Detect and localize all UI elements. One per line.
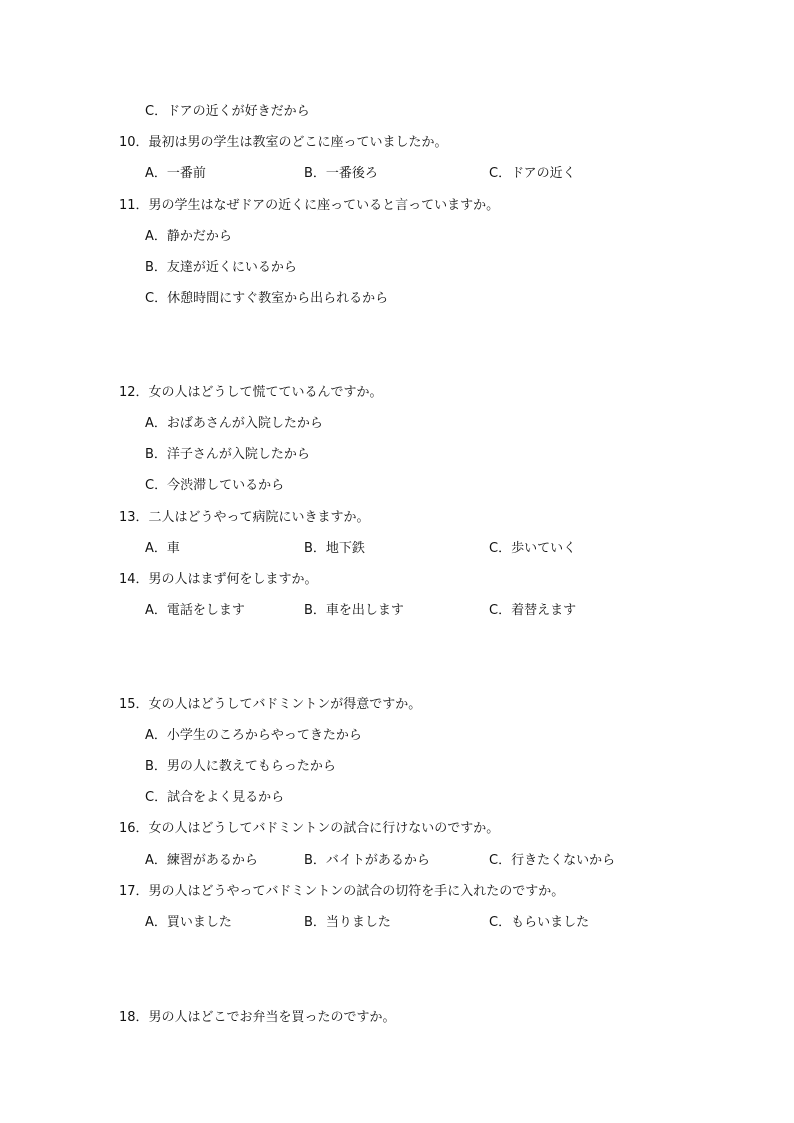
q17-option-c: C．もらいました (489, 915, 590, 930)
q11-option-b: B．友達が近くにいるから (145, 260, 297, 275)
q16-option-c: C．行きたくないから (489, 853, 616, 868)
q18-question: 18．男の人はどこでお弁当を買ったのですか。 (119, 1010, 396, 1025)
q12-option-b: B．洋子さんが入院したから (145, 447, 310, 462)
q14-question: 14．男の人はまず何をしますか。 (119, 572, 318, 587)
q16-option-a: A．練習があるから (145, 853, 258, 868)
q11-option-c: C．休憩時間にすぐ教室から出られるから (145, 291, 389, 306)
q13-option-c: C．歩いていく (489, 541, 577, 556)
q10-option-b: B．一番後ろ (304, 166, 378, 181)
q11-option-a: A．静かだから (145, 229, 232, 244)
q17-option-a: A．買いました (145, 915, 232, 930)
q15-option-a: A．小学生のころからやってきたから (145, 728, 362, 743)
q15-option-b: B．男の人に教えてもらったから (145, 759, 336, 774)
q13-question: 13．二人はどうやって病院にいきますか。 (119, 510, 370, 525)
q14-option-c: C．着替えます (489, 603, 577, 618)
q15-question: 15．女の人はどうしてバドミントンが得意ですか。 (119, 697, 422, 712)
q10-option-a: A．一番前 (145, 166, 206, 181)
q15-option-c: C．試合をよく見るから (145, 790, 285, 805)
q12-option-c: C．今渋滞しているから (145, 478, 285, 493)
q14-option-b: B．車を出します (304, 603, 404, 618)
q13-option-b: B．地下鉄 (304, 541, 365, 556)
q16-question: 16．女の人はどうしてバドミントンの試合に行けないのですか。 (119, 821, 500, 836)
q9-option-c: C．ドアの近くが好きだから (145, 104, 310, 119)
q13-option-a: A．車 (145, 541, 180, 556)
q10-question: 10．最初は男の学生は教室のどこに座っていましたか。 (119, 135, 448, 150)
q12-option-a: A．おばあさんが入院したから (145, 416, 323, 431)
q17-question: 17．男の人はどうやってバドミントンの試合の切符を手に入れたのですか。 (119, 884, 565, 899)
q14-option-a: A．電話をします (145, 603, 245, 618)
q10-option-c: C．ドアの近く (489, 166, 576, 181)
q11-question: 11．男の学生はなぜドアの近くに座っていると言っていますか。 (119, 198, 500, 213)
q16-option-b: B．バイトがあるから (304, 853, 430, 868)
q12-question: 12．女の人はどうして慌てているんですか。 (119, 385, 383, 400)
q17-option-b: B．当りました (304, 915, 391, 930)
